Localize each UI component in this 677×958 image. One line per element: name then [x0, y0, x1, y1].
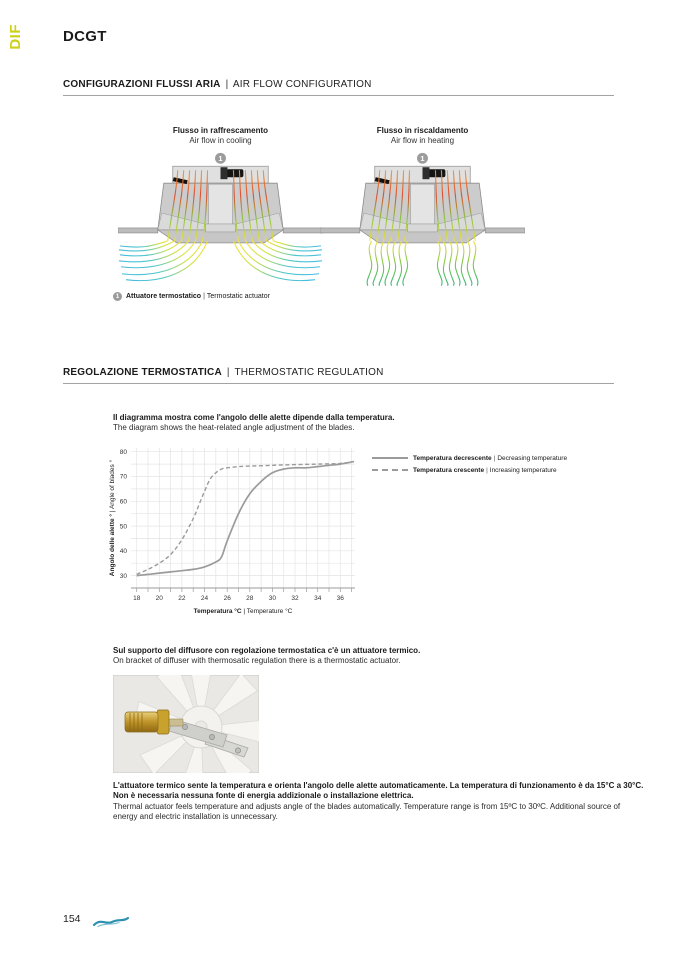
figure-caption-it: Flusso in raffrescamento [172, 126, 269, 135]
figure-caption-en: Air flow in cooling [189, 136, 252, 145]
intro-en: The diagram shows the heat-related angle adjustment of the blades. [113, 423, 355, 433]
svg-text:30: 30 [119, 572, 127, 580]
heading-separator: | [225, 79, 229, 90]
bracket-text [113, 646, 621, 667]
chart-legend-item [372, 464, 567, 476]
svg-text:20: 20 [155, 595, 163, 602]
heading-italian: REGOLAZIONE TERMOSTATICA [63, 367, 222, 378]
section-heading-regulation [63, 367, 614, 384]
wave-logo [92, 914, 130, 935]
actuator-it-line2: Non è necessaria nessuna fonte di energia addizionale o installazione elettrica. [113, 791, 414, 801]
svg-text:28: 28 [246, 595, 254, 602]
series-name-it: Temperatura crescente [413, 466, 485, 474]
svg-text:32: 32 [291, 595, 299, 602]
svg-text:Angolo delle alette ° | Angle: Angolo delle alette ° | Angle of blades ° [109, 459, 116, 577]
svg-text:50: 50 [119, 523, 127, 531]
page-number: 154 [63, 913, 81, 925]
svg-text:26: 26 [223, 595, 231, 602]
heading-italian: CONFIGURAZIONI FLUSSI ARIA [63, 79, 221, 90]
figure-cooling [118, 126, 323, 292]
legend-label-it: Attuatore termostatico [126, 293, 202, 300]
dashed-line-sample [372, 469, 408, 471]
chart-legend [372, 452, 567, 476]
figure-legend [113, 292, 270, 301]
heating-diagram [320, 146, 525, 292]
chart-intro-text [113, 413, 621, 434]
blade-angle-chart [106, 441, 376, 626]
bracket-it: Sul supporto del diffusore con regolazione termostatica c'è un attuatore termico. [113, 646, 421, 655]
solid-line-sample [372, 457, 408, 459]
svg-text:70: 70 [119, 473, 127, 481]
section-heading-airflow [63, 79, 614, 96]
svg-text:22: 22 [178, 595, 186, 602]
svg-text:34: 34 [314, 595, 322, 602]
legend-separator: | [493, 454, 496, 462]
figure-heating [320, 126, 525, 292]
legend-separator: | [486, 466, 488, 474]
svg-text:36: 36 [336, 595, 344, 602]
blade-angle-chart-svg [106, 441, 376, 626]
dif-side-tab: DIF [7, 24, 24, 50]
svg-text:40: 40 [119, 548, 127, 555]
actuator-it-line1: L'attuatore termico sente la temperatura e orienta l'angolo delle alette automaticamente. La temperatura di funzionamento è da 15°C a 30°C. [113, 781, 644, 790]
cooling-diagram [118, 146, 323, 292]
svg-text:60: 60 [119, 498, 127, 506]
heading-separator: | [226, 367, 230, 378]
series-name-it: Temperatura decrescente [413, 454, 492, 462]
svg-text:1: 1 [420, 153, 425, 163]
heading-english: THERMOSTATIC REGULATION [234, 367, 384, 378]
heading-english: AIR FLOW CONFIGURATION [232, 79, 372, 90]
chart-legend-item [372, 452, 567, 464]
svg-text:Temperatura °C | Temperature °: Temperatura °C | Temperature °C [193, 608, 293, 615]
svg-text:24: 24 [200, 595, 209, 602]
actuator-photo [113, 675, 259, 778]
figure-caption-it: Flusso in riscaldamento [376, 126, 469, 135]
svg-text:80: 80 [119, 448, 127, 456]
figure-caption-en: Air flow in heating [390, 136, 455, 145]
svg-text:1: 1 [218, 153, 223, 163]
intro-it: Il diagramma mostra come l'angolo delle alette dipende dalla temperatura. [113, 413, 395, 422]
marker-1-icon: 1 [113, 292, 122, 301]
legend-separator: | [203, 293, 205, 300]
page-title: DCGT [63, 28, 107, 45]
svg-text:30: 30 [268, 595, 277, 602]
actuator-en: Thermal actuator feels temperature and adjusts angle of the blades automatically. Temperature range is from 15ºC to 30ºC. Additional source of energy and electric installation is unnecessary. [113, 801, 621, 821]
legend-label-en: Termostatic actuator [206, 293, 270, 300]
series-name-en: Decreasing temperature [497, 454, 568, 462]
svg-text:18: 18 [133, 595, 141, 602]
actuator-text [113, 781, 644, 822]
bracket-en: On bracket of diffuser with thermosatic regulation there is a thermostatic actuator. [113, 656, 401, 666]
series-name-en: Increasing temperature [489, 466, 557, 474]
